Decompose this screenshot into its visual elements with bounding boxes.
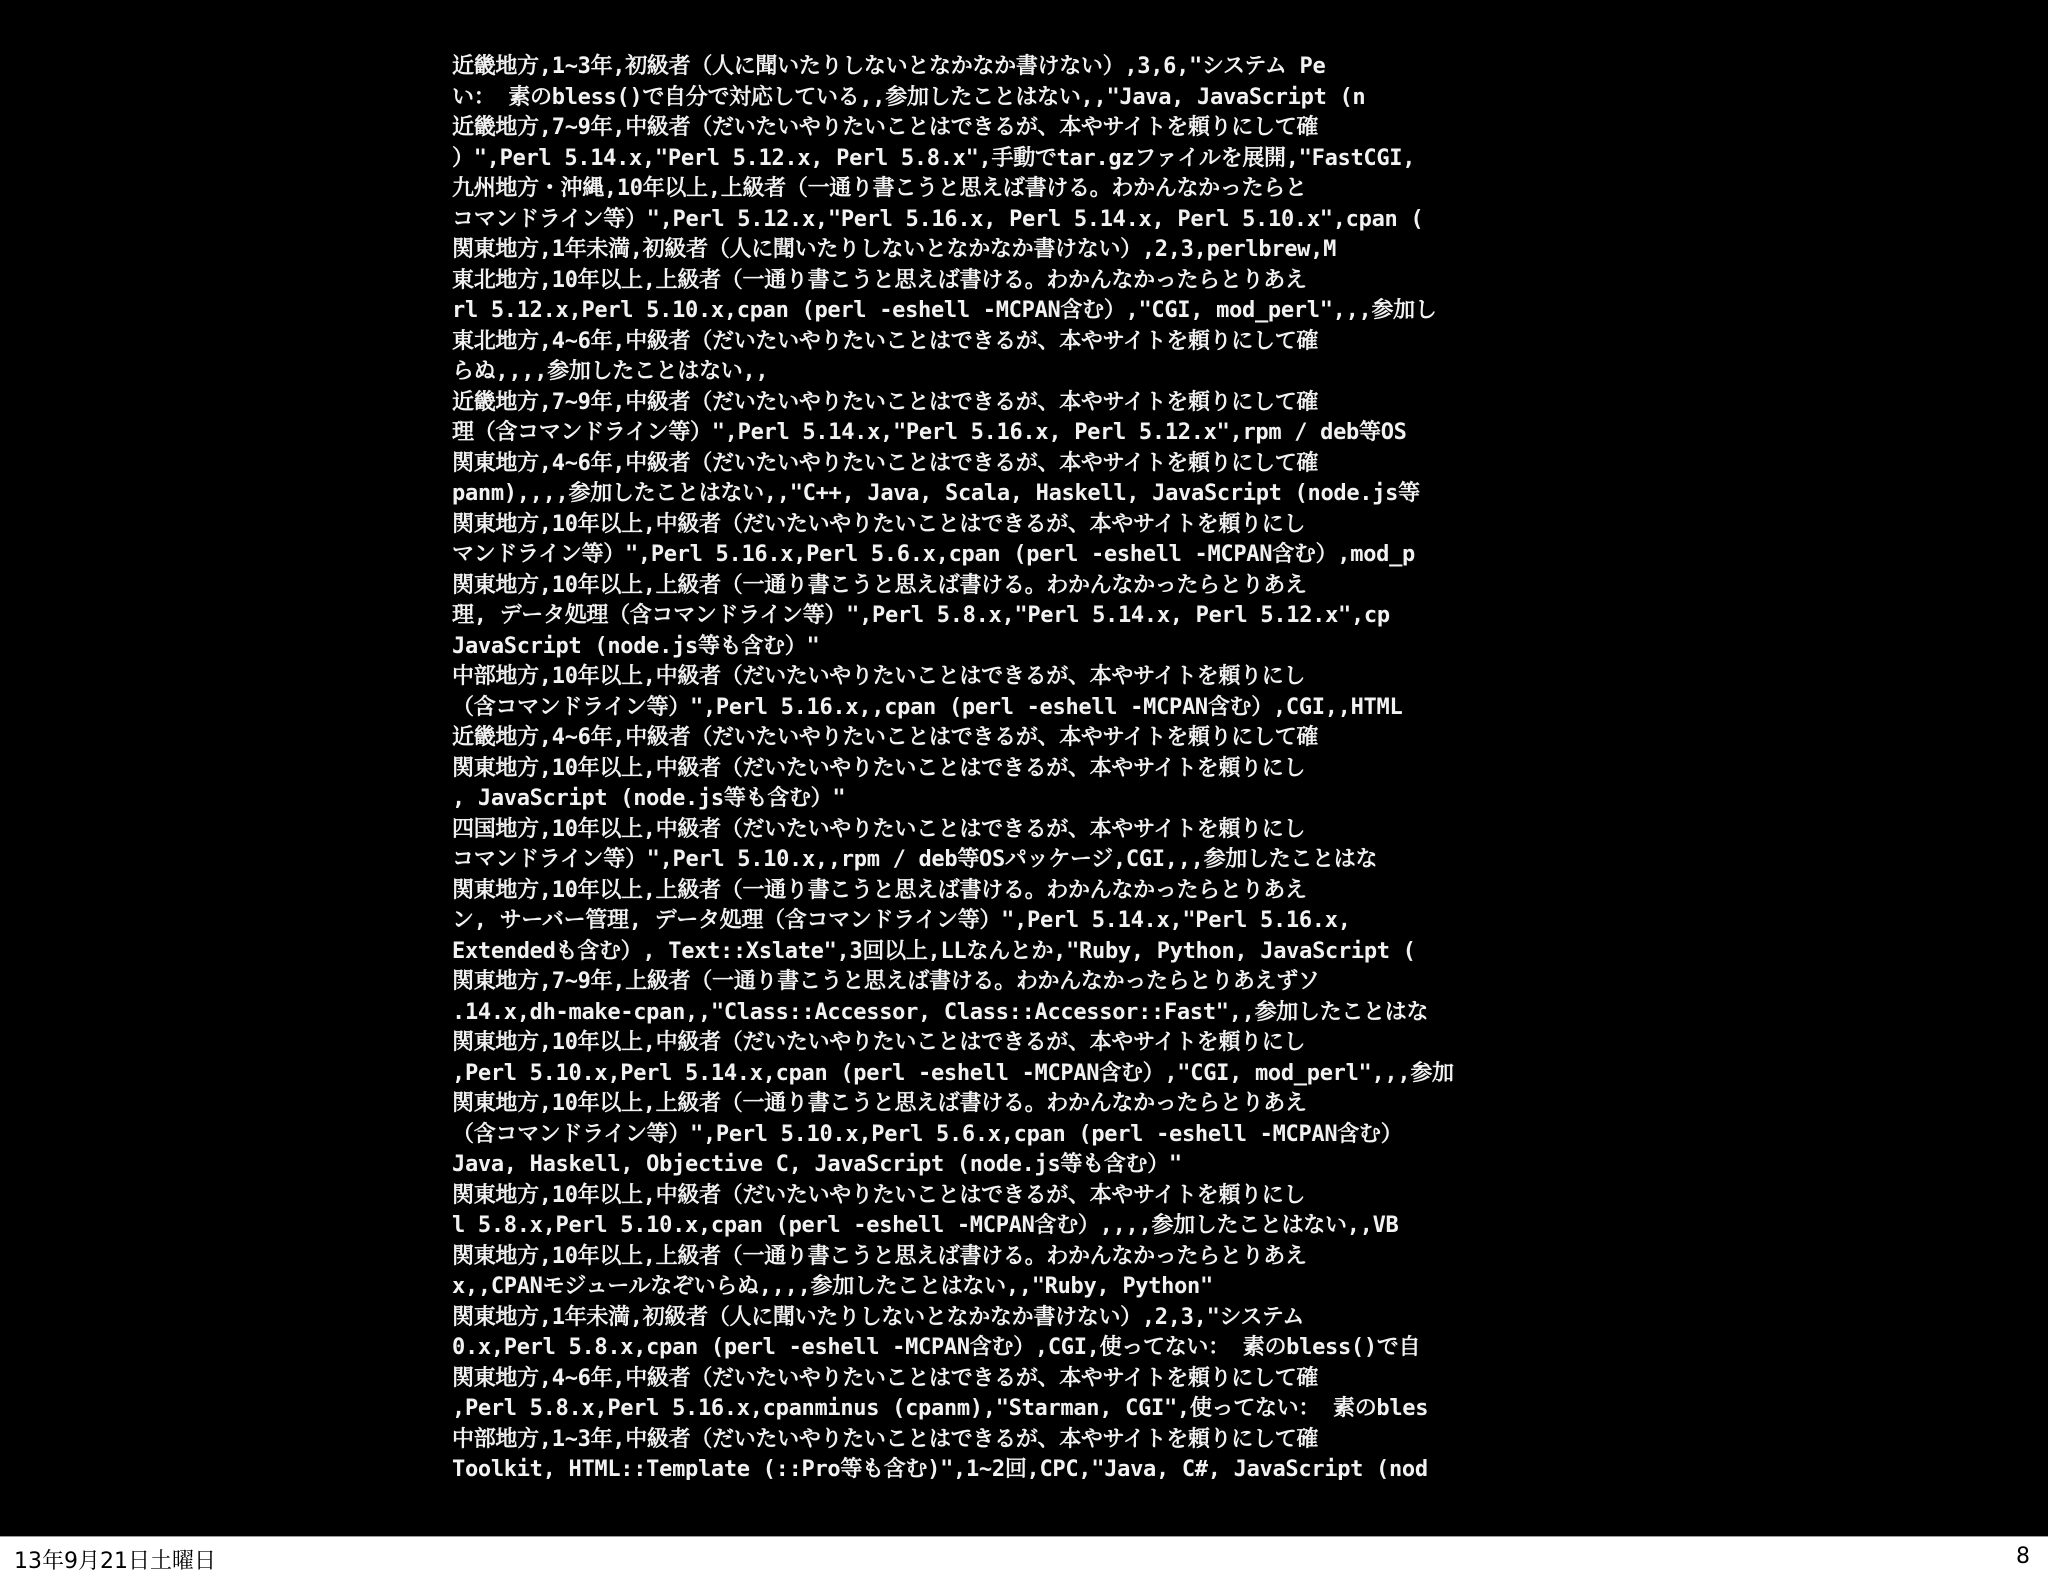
terminal-line: 東北地方,4~6年,中級者（だいたいやりたいことはできるが、本やサイトを頼りにして確 <box>452 328 1319 354</box>
terminal-line: 近畿地方,1~3年,初級者（人に聞いたりしないとなかなか書けない）,3,6,"システム Pe <box>452 54 1326 79</box>
terminal-line: 近畿地方,7~9年,中級者（だいたいやりたいことはできるが、本やサイトを頼りにして確 <box>452 389 1319 415</box>
terminal-line: 中部地方,1~3年,中級者（だいたいやりたいことはできるが、本やサイトを頼りにして確 <box>452 1426 1319 1452</box>
terminal-line: panm),,,,参加したことはない,,"C++, Java, Scala, Haskell, JavaScript (node.js等 <box>452 481 1420 506</box>
terminal-line: 関東地方,10年以上,中級者（だいたいやりたいことはできるが、本やサイトを頼りにし <box>452 1182 1306 1208</box>
terminal-line: い： 素のbless()で自分で対応している,,参加したことはない,,"Java, JavaScript (n <box>452 84 1366 110</box>
terminal-line: x,,CPANモジュールなぞいらぬ,,,,参加したことはない,,"Ruby, Python" <box>452 1274 1213 1299</box>
terminal-line: rl 5.12.x,Perl 5.10.x,cpan (perl -eshell -MCPAN含む）,"CGI, mod_perl",,,参加し <box>452 298 1437 323</box>
terminal-line: （含コマンドライン等）",Perl 5.10.x,Perl 5.6.x,cpan (perl -eshell -MCPAN含む） <box>452 1121 1403 1147</box>
page-number: 8 <box>2016 1544 2030 1569</box>
terminal-line: 理, データ処理（含コマンドライン等）",Perl 5.8.x,"Perl 5.14.x, Perl 5.12.x",cp <box>452 603 1390 628</box>
terminal-line: 関東地方,4~6年,中級者（だいたいやりたいことはできるが、本やサイトを頼りにして確 <box>452 1365 1319 1391</box>
terminal-line: 関東地方,4~6年,中級者（だいたいやりたいことはできるが、本やサイトを頼りにして確 <box>452 450 1319 476</box>
terminal-line: Java, Haskell, Objective C, JavaScript (node.js等も含む）" <box>452 1152 1182 1177</box>
terminal-line: ,Perl 5.10.x,Perl 5.14.x,cpan (perl -eshell -MCPAN含む）,"CGI, mod_perl",,,参加 <box>452 1060 1454 1086</box>
terminal-line: マンドライン等）",Perl 5.16.x,Perl 5.6.x,cpan (perl -eshell -MCPAN含む）,mod_p <box>452 542 1415 567</box>
terminal-line: 近畿地方,4~6年,中級者（だいたいやりたいことはできるが、本やサイトを頼りにして確 <box>452 725 1319 750</box>
terminal-line: 関東地方,1年未満,初級者（人に聞いたりしないとなかなか書けない）,2,3,"システム <box>452 1304 1305 1330</box>
terminal-line: 理（含コマンドライン等）",Perl 5.14.x,"Perl 5.16.x, Perl 5.12.x",rpm / deb等OS <box>452 420 1407 445</box>
footer-date: 13年9月21日土曜日 <box>14 1549 216 1574</box>
terminal-line: Extendedも含む）, Text::Xslate",3回以上,LLなんとか,"Ruby, Python, JavaScript ( <box>452 938 1416 964</box>
terminal-line: 東北地方,10年以上,上級者（一通り書こうと思えば書ける。わかんなかったらとりあえ <box>452 267 1307 293</box>
terminal-line: 九州地方・沖縄,10年以上,上級者（一通り書こうと思えば書ける。わかんなかったらと <box>452 176 1307 201</box>
terminal-line: , JavaScript (node.js等も含む）" <box>452 786 846 811</box>
terminal-line: .14.x,dh-make-cpan,,"Class::Accessor, Class::Accessor::Fast",,参加したことはな <box>452 999 1429 1025</box>
terminal-line: 中部地方,10年以上,中級者（だいたいやりたいことはできるが、本やサイトを頼りにし <box>452 664 1306 689</box>
terminal-line: 関東地方,10年以上,中級者（だいたいやりたいことはできるが、本やサイトを頼りにし <box>452 511 1306 537</box>
terminal-line: 四国地方,10年以上,中級者（だいたいやりたいことはできるが、本やサイトを頼りにし <box>452 816 1306 842</box>
terminal-line: 関東地方,7~9年,上級者（一通り書こうと思えば書ける。わかんなかったらとりあえずソ <box>452 969 1320 994</box>
terminal-line: ）",Perl 5.14.x,"Perl 5.12.x, Perl 5.8.x",手動でtar.gzファイルを展開,"FastCGI, <box>452 145 1416 171</box>
terminal-line: 関東地方,10年以上,中級者（だいたいやりたいことはできるが、本やサイトを頼りにし <box>452 755 1306 781</box>
terminal-line: ン, サーバー管理, データ処理（含コマンドライン等）",Perl 5.14.x,"Perl 5.16.x, <box>452 908 1351 933</box>
terminal-line: 関東地方,10年以上,上級者（一通り書こうと思えば書ける。わかんなかったらとりあえ <box>452 1243 1307 1269</box>
terminal-line: 関東地方,10年以上,上級者（一通り書こうと思えば書ける。わかんなかったらとりあえ <box>452 1091 1307 1116</box>
terminal-line: （含コマンドライン等）",Perl 5.16.x,,cpan (perl -eshell -MCPAN含む）,CGI,,HTML <box>452 694 1403 720</box>
terminal-line: JavaScript (node.js等も含む）" <box>452 633 820 659</box>
terminal-line: Toolkit, HTML::Template (::Pro等も含む)",1~2回,CPC,"Java, C#, JavaScript (nod <box>452 1457 1428 1480</box>
terminal-line: 関東地方,1年未満,初級者（人に聞いたりしないとなかなか書けない）,2,3,perlbrew,M <box>452 237 1337 262</box>
terminal-line: コマンドライン等）",Perl 5.12.x,"Perl 5.16.x, Perl 5.14.x, Perl 5.10.x",cpan ( <box>452 206 1424 232</box>
slide-footer <box>0 1536 2048 1576</box>
terminal-line: 近畿地方,7~9年,中級者（だいたいやりたいことはできるが、本やサイトを頼りにして確 <box>452 115 1319 140</box>
terminal-line: らぬ,,,,参加したことはない,, <box>452 359 769 384</box>
terminal-line: 関東地方,10年以上,上級者（一通り書こうと思えば書ける。わかんなかったらとりあえ <box>452 877 1307 903</box>
terminal-csv-output <box>452 52 1482 1480</box>
terminal-line: ,Perl 5.8.x,Perl 5.16.x,cpanminus (cpanm),"Starman, CGI",使ってない： 素のbles <box>452 1396 1429 1421</box>
terminal-line: 関東地方,10年以上,上級者（一通り書こうと思えば書ける。わかんなかったらとりあえ <box>452 572 1307 598</box>
terminal-line: l 5.8.x,Perl 5.10.x,cpan (perl -eshell -MCPAN含む）,,,,参加したことはない,,VB <box>452 1213 1399 1238</box>
terminal-line: 関東地方,10年以上,中級者（だいたいやりたいことはできるが、本やサイトを頼りにし <box>452 1030 1306 1055</box>
terminal-line: 0.x,Perl 5.8.x,cpan (perl -eshell -MCPAN含む）,CGI,使ってない： 素のbless()で自 <box>452 1335 1421 1360</box>
terminal-line: コマンドライン等）",Perl 5.10.x,,rpm / deb等OSパッケージ,CGI,,,参加したことはな <box>452 847 1378 872</box>
